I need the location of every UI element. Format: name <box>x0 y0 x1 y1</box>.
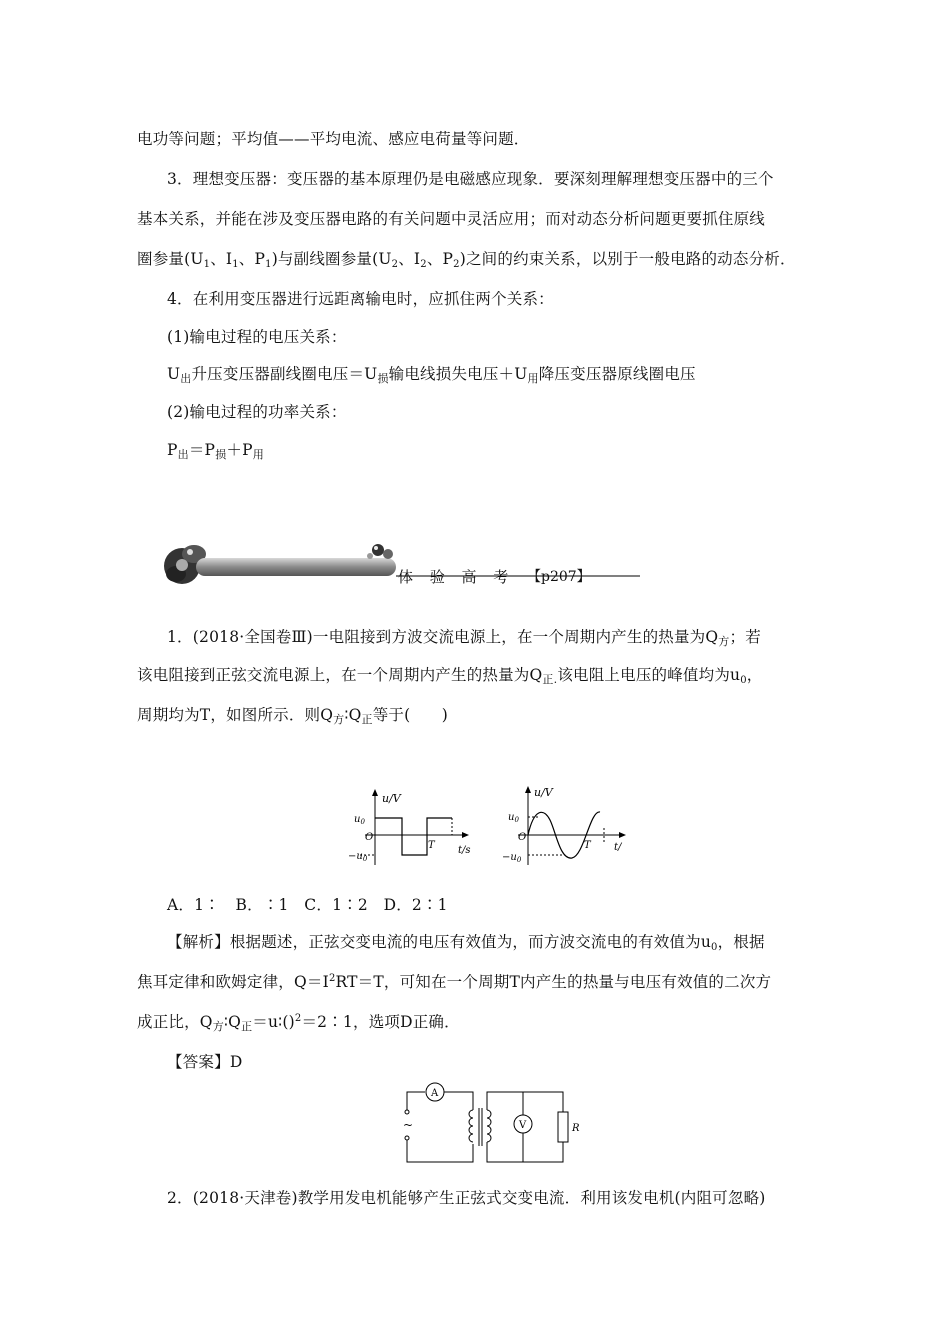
text-item-3-line-2: 基本关系，并能在涉及变压器电路的有关问题中灵活应用；而对动态分析问题更要抓住原线 <box>137 210 766 228</box>
text-item-3-line-3: 圈参量($U_1$、$I_1$、$P_1$)与副线圈参量($U_2$、$I_2$、$P_2$)之间的约束关系，以别于一般电路的动态分析． <box>137 250 796 270</box>
svg-text:R: R <box>572 1123 580 1134</box>
sine-wave-graph <box>500 780 640 870</box>
svg-text:T: T <box>428 840 435 851</box>
svg-text:t/: t/ <box>614 842 622 853</box>
svg-text:t/s: t/s <box>458 845 471 856</box>
svg-text:T: T <box>584 840 591 851</box>
square-wave-graph <box>340 785 480 870</box>
question-1-line-2: 该电阻接到正弦交流电源上，在一个周期内产生的热量为$Q_{正.}$该电阻上电压的峰值均为$u_0$， <box>137 666 763 686</box>
analysis-line-3: 成正比，$Q_方∶Q_正=u∶()^2=2∶1$，选项D正确． <box>137 1012 460 1033</box>
analysis-line-2: 焦耳定律和欧姆定律，$Q=I^2RT=T$，可知在一个周期T内产生的热量与电压有效值的二次方 <box>137 972 772 991</box>
page-ref: 【p207】 <box>527 569 591 585</box>
voltage-relation: $U_出$升压变压器副线圈电压$=U_损$输电线损失电压$+U_用$降压变压器原线圈电压 <box>167 365 696 385</box>
resistor-icon <box>558 1112 568 1142</box>
banner-bar <box>196 558 396 576</box>
text-item-4-2: (2)输电过程的功率关系： <box>167 403 347 421</box>
svg-text:−u0: $-u_0$ <box>502 852 522 864</box>
question-2-line-1: 2．(2018·天津卷)教学用发电机能够产生正弦式交变电流．利用该发电机(内阻可忽略) <box>167 1189 766 1207</box>
question-1-line-1: 1．(2018·全国卷Ⅲ)一电阻接到方波交流电源上，在一个周期内产生的热量为$Q_方$；若 <box>167 628 761 648</box>
section-title: 体 验 高 考 <box>398 568 515 586</box>
svg-text:u/V: u/V <box>534 786 553 799</box>
transformer-circuit-diagram <box>395 1080 595 1170</box>
svg-text:u0: $u_0$ <box>354 814 365 826</box>
svg-text:~: ~ <box>403 1118 414 1132</box>
text-item-4-1: (1)输电过程的电压关系： <box>167 328 347 346</box>
svg-text:O: O <box>518 832 527 843</box>
text-item-4: 4．在利用变压器进行远距离输电时，应抓住两个关系： <box>167 290 554 308</box>
svg-text:V: V <box>519 1120 527 1131</box>
power-relation: $P_出=P_损+P_用$ <box>167 441 264 461</box>
text-item-3-line-1: 3．理想变压器：变压器的基本原理仍是电磁感应现象．要深刻理解理想变压器中的三个 <box>167 170 774 188</box>
text-line-1: 电功等问题；平均值——平均电流、感应电荷量等问题． <box>137 130 530 148</box>
svg-text:−u0: $-u_0$ <box>348 851 368 863</box>
decorative-orbs-icon <box>367 544 393 559</box>
question-1-options: A．1∶ B．∶1 C．1∶2 D．2∶1 <box>167 896 448 914</box>
analysis-line-1: 【解析】根据题述，正弦交变电流的电压有效值为，而方波交流电的有效值为$u_0$，根据 <box>167 933 765 953</box>
svg-text:u/V: u/V <box>382 792 401 805</box>
answer-line: 【答案】D <box>167 1053 243 1071</box>
svg-text:A: A <box>431 1088 439 1099</box>
svg-text:O: O <box>365 832 374 843</box>
question-1-line-3: 周期均为T，如图所示．则$Q_方∶Q_正$等于( ) <box>137 706 449 726</box>
svg-text:u0: $u_0$ <box>508 812 519 824</box>
